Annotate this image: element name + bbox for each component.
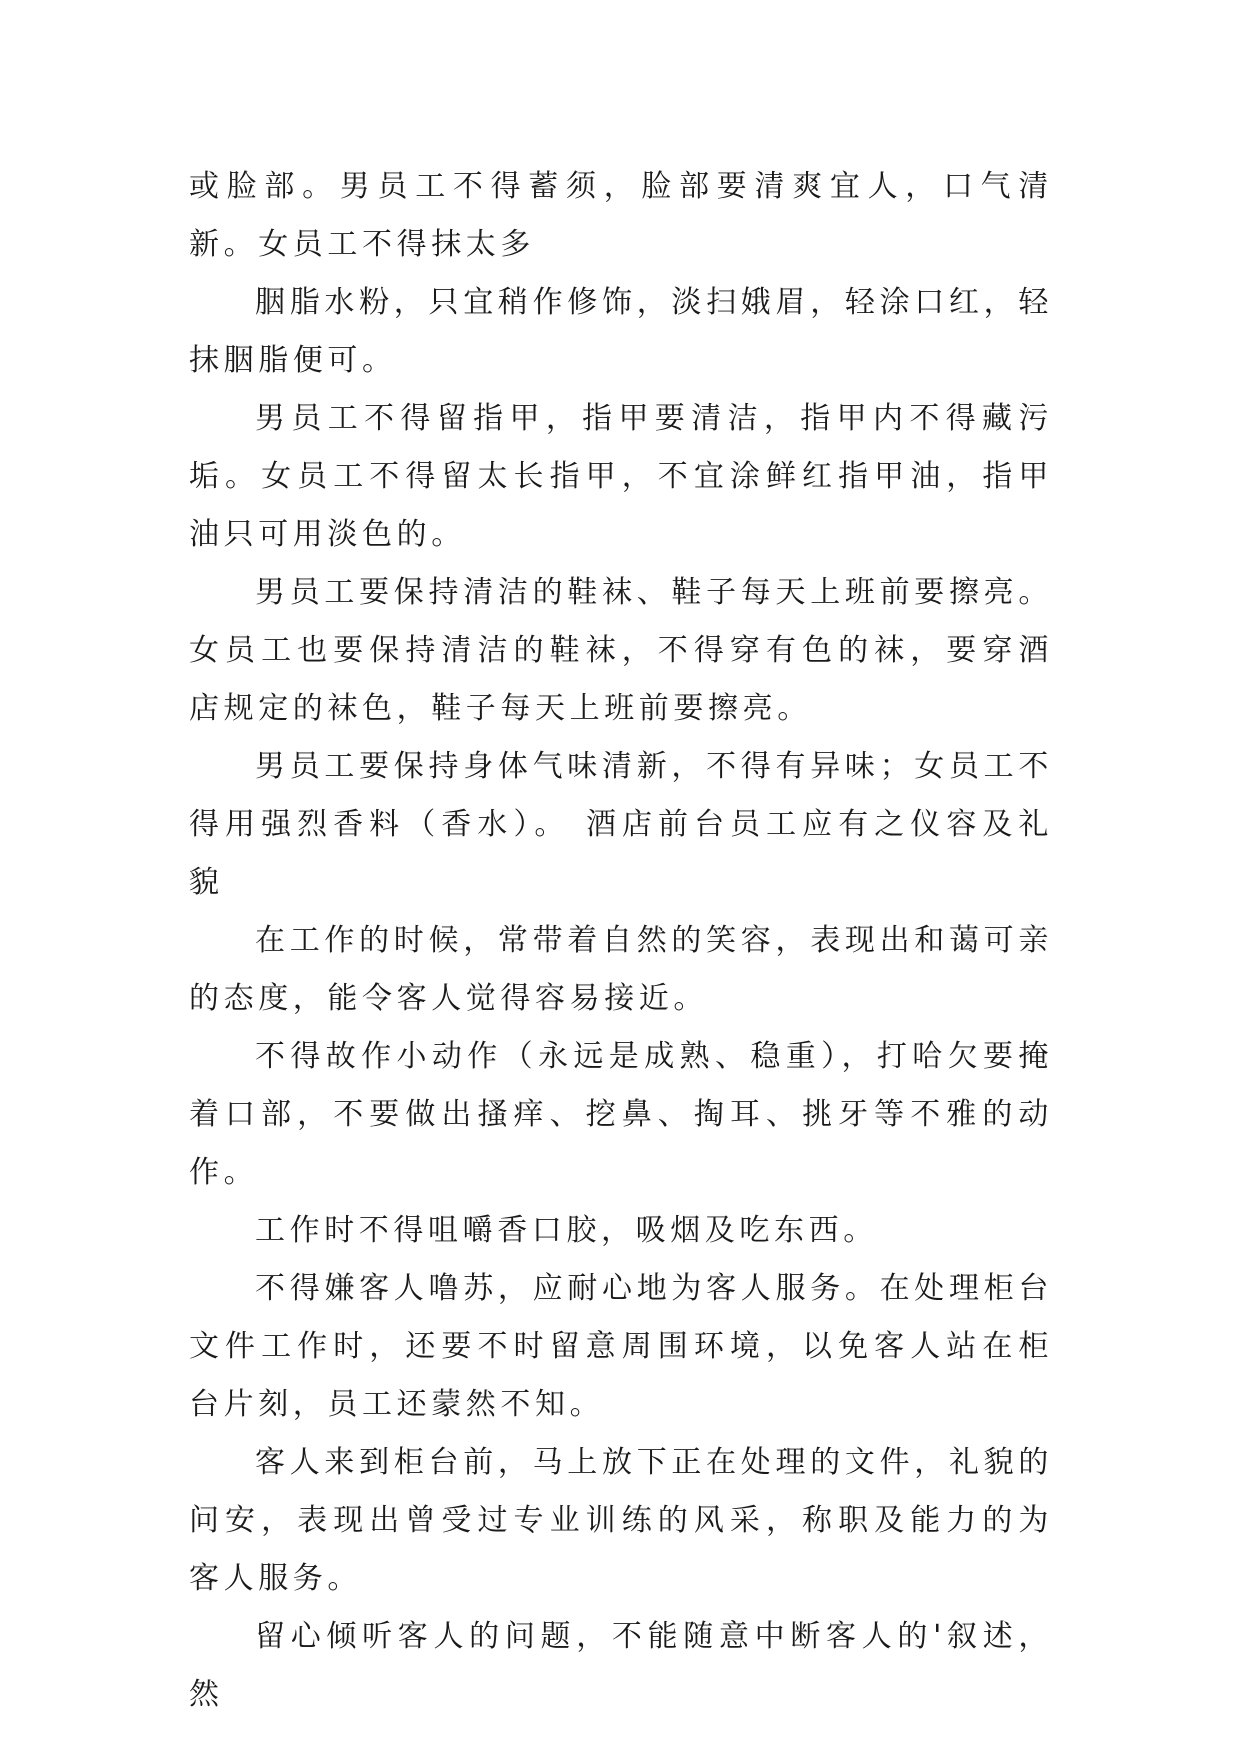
paragraph-10: 客人来到柜台前，马上放下正在处理的文件，礼貌的问安，表现出曾受过专业训练的风采，称职及能力的为客人服务。 [189,1445,1053,1596]
paragraph-3: 男员工不得留指甲，指甲要清洁，指甲内不得藏污垢。女员工不得留太长指甲，不宜涂鲜红指甲油，指甲油只可用淡色的。 [189,401,1053,552]
paragraph-4: 男员工要保持清洁的鞋袜、鞋子每天上班前要擦亮。女员工也要保持清洁的鞋袜，不得穿有色的袜，要穿酒店规定的袜色，鞋子每天上班前要擦亮。 [189,575,1053,726]
paragraph-7: 不得故作小动作（永远是成熟、稳重），打哈欠要掩着口部，不要做出搔痒、挖鼻、掏耳、挑牙等不雅的动作。 [189,1039,1053,1190]
paragraph-11: 留心倾听客人的问题，不能随意中断客人的'叙述，然 [189,1619,1053,1712]
document-body [189,158,1053,1724]
paragraph-9: 不得嫌客人噜苏，应耐心地为客人服务。在处理柜台文件工作时，还要不时留意周围环境，以免客人站在柜台片刻，员工还蒙然不知。 [189,1271,1053,1422]
paragraph-2: 胭脂水粉，只宜稍作修饰，淡扫娥眉，轻涂口红，轻抹胭脂便可。 [189,285,1053,378]
paragraph-1: 或脸部。男员工不得蓄须，脸部要清爽宜人，口气清新。女员工不得抹太多 [189,169,1053,262]
paragraph-5: 男员工要保持身体气味清新，不得有异味；女员工不得用强烈香料（香水）。 酒店前台员工应有之仪容及礼貌 [189,749,1053,900]
paragraph-6: 在工作的时候，常带着自然的笑容，表现出和蔼可亲的态度，能令客人觉得容易接近。 [189,923,1053,1016]
paragraph-8: 工作时不得咀嚼香口胶，吸烟及吃东西。 [255,1213,878,1248]
